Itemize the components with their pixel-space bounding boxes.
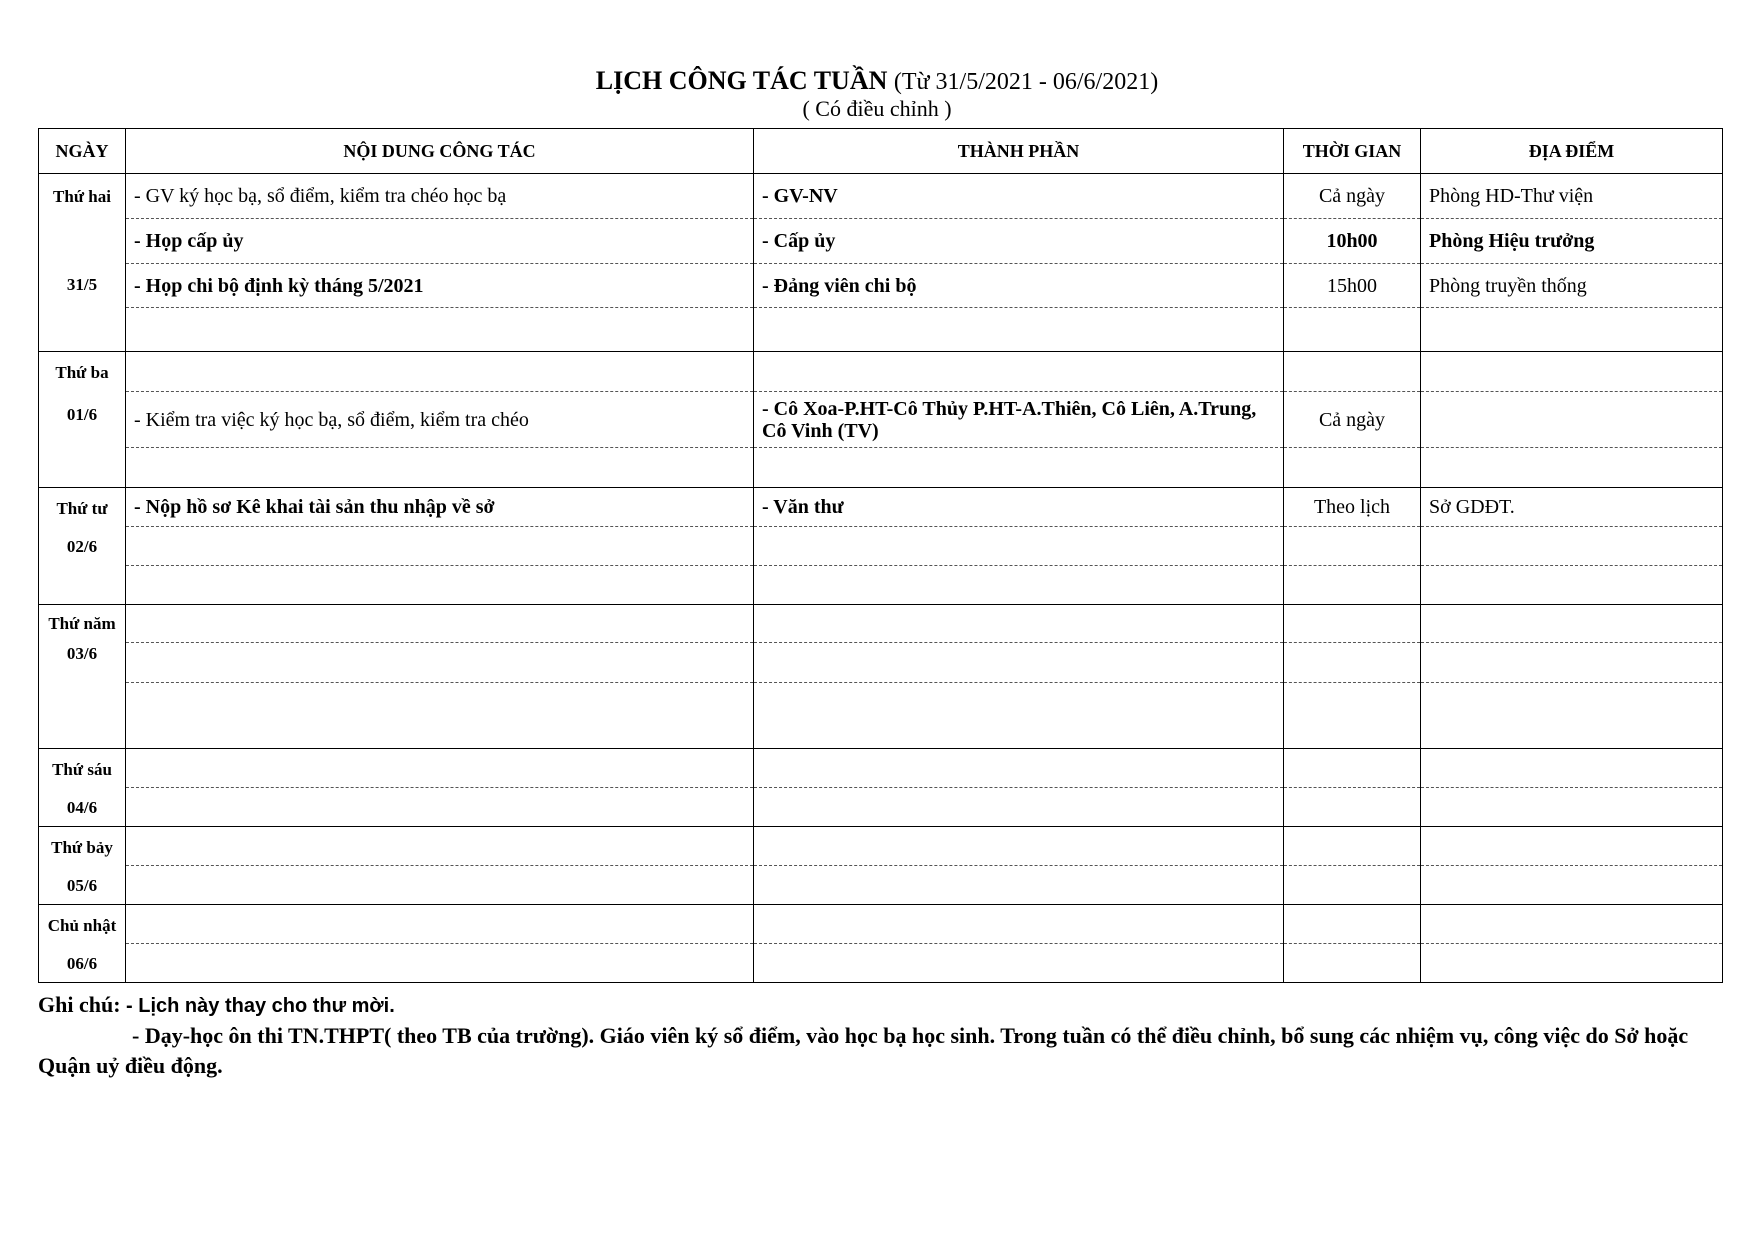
day-name: Thứ bảy — [51, 838, 113, 857]
time-cell: 10h00 — [1284, 219, 1421, 264]
members-cell — [754, 749, 1284, 788]
members-cell — [754, 308, 1284, 352]
content-cell: - Kiểm tra việc ký học bạ, sổ điểm, kiểm tra chéo — [126, 392, 754, 448]
time-cell — [1284, 566, 1421, 605]
content-cell — [126, 788, 754, 827]
time-cell — [1284, 683, 1421, 749]
time-cell: Cả ngày — [1284, 392, 1421, 448]
members-cell: - Văn thư — [754, 488, 1284, 527]
page-header — [0, 66, 1754, 121]
table-row — [39, 944, 1723, 983]
table-row — [39, 392, 1723, 448]
day-date: 02/6 — [66, 537, 98, 556]
place-cell — [1421, 788, 1723, 827]
day-name: Chủ nhật — [47, 916, 117, 935]
table-row — [39, 683, 1723, 749]
day-cell-tuesday — [39, 352, 126, 488]
table-row — [39, 174, 1723, 219]
time-cell — [1284, 788, 1421, 827]
content-cell: - GV ký học bạ, sổ điểm, kiểm tra chéo học bạ — [126, 174, 754, 219]
day-date: 03/6 — [66, 644, 98, 663]
time-cell — [1284, 308, 1421, 352]
column-header-place: ĐỊA ĐIỂM — [1421, 129, 1723, 174]
members-cell — [754, 827, 1284, 866]
day-name: Thứ tư — [56, 499, 108, 518]
time-cell — [1284, 866, 1421, 905]
content-cell — [126, 683, 754, 749]
time-cell — [1284, 352, 1421, 392]
content-cell — [126, 605, 754, 643]
content-cell — [126, 448, 754, 488]
members-cell — [754, 352, 1284, 392]
day-name: Thứ hai — [53, 187, 111, 206]
table-row — [39, 749, 1723, 788]
content-cell: - Họp cấp ủy — [126, 219, 754, 264]
day-cell-wednesday — [39, 488, 126, 605]
members-cell: - Cô Xoa-P.HT-Cô Thủy P.HT-A.Thiên, Cô Liên, A.Trung, Cô Vinh (TV) — [754, 392, 1284, 448]
content-cell — [126, 352, 754, 392]
time-cell — [1284, 448, 1421, 488]
place-cell — [1421, 866, 1723, 905]
time-cell — [1284, 905, 1421, 944]
place-cell — [1421, 905, 1723, 944]
table-row — [39, 827, 1723, 866]
time-cell — [1284, 827, 1421, 866]
place-cell: Phòng truyền thống — [1421, 264, 1723, 308]
place-cell: Phòng HD-Thư viện — [1421, 174, 1723, 219]
place-cell — [1421, 566, 1723, 605]
page-subtitle: ( Có điều chỉnh ) — [802, 96, 952, 121]
day-name: Thứ ba — [55, 363, 109, 382]
column-header-content: NỘI DUNG CÔNG TÁC — [126, 129, 754, 174]
page-title: LỊCH CÔNG TÁC TUẦN — [595, 66, 888, 95]
note-text-1: - Lịch này thay cho thư mời. — [126, 995, 395, 1017]
members-cell: - GV-NV — [754, 174, 1284, 219]
day-cell-thursday — [39, 605, 126, 749]
note-line-1: Ghi chú: - Lịch này thay cho thư mời. — [38, 992, 395, 1017]
members-cell — [754, 566, 1284, 605]
members-cell — [754, 527, 1284, 566]
content-cell — [126, 527, 754, 566]
day-cell-saturday — [39, 827, 126, 905]
place-cell — [1421, 308, 1723, 352]
day-cell-friday — [39, 749, 126, 827]
column-header-members: THÀNH PHẦN — [754, 129, 1284, 174]
table-row — [39, 788, 1723, 827]
content-cell: - Họp chi bộ định kỳ tháng 5/2021 — [126, 264, 754, 308]
day-date: 05/6 — [66, 876, 98, 895]
place-cell — [1421, 605, 1723, 643]
content-cell — [126, 944, 754, 983]
notes-label: Ghi chú — [38, 992, 114, 1017]
table-header-row — [39, 129, 1723, 174]
time-cell — [1284, 643, 1421, 683]
members-cell — [754, 866, 1284, 905]
place-cell — [1421, 683, 1723, 749]
day-date: 31/5 — [66, 275, 98, 294]
content-cell — [126, 643, 754, 683]
table-row — [39, 527, 1723, 566]
page-title-line — [0, 66, 1754, 97]
place-cell — [1421, 643, 1723, 683]
date-range: (Từ 31/5/2021 - 06/6/2021) — [893, 69, 1159, 95]
table-row — [39, 905, 1723, 944]
table-row — [39, 866, 1723, 905]
members-cell — [754, 905, 1284, 944]
notes-section — [38, 990, 1722, 1081]
schedule-table — [38, 128, 1723, 983]
members-cell — [754, 643, 1284, 683]
place-cell — [1421, 527, 1723, 566]
time-cell — [1284, 749, 1421, 788]
table-row — [39, 308, 1723, 352]
place-cell — [1421, 827, 1723, 866]
day-cell-monday — [39, 174, 126, 352]
content-cell — [126, 866, 754, 905]
members-cell — [754, 944, 1284, 983]
place-cell — [1421, 944, 1723, 983]
day-name: Thứ sáu — [52, 760, 112, 779]
content-cell — [126, 308, 754, 352]
members-cell — [754, 683, 1284, 749]
column-header-time: THỜI GIAN — [1284, 129, 1421, 174]
members-cell — [754, 788, 1284, 827]
table-row — [39, 643, 1723, 683]
column-header-day: NGÀY — [39, 129, 126, 174]
time-cell: 15h00 — [1284, 264, 1421, 308]
members-cell: - Đảng viên chi bộ — [754, 264, 1284, 308]
day-cell-sunday — [39, 905, 126, 983]
members-cell: - Cấp ủy — [754, 219, 1284, 264]
place-cell — [1421, 352, 1723, 392]
time-cell: Cả ngày — [1284, 174, 1421, 219]
table-row — [39, 352, 1723, 392]
time-cell — [1284, 605, 1421, 643]
table-row — [39, 448, 1723, 488]
place-cell: Phòng Hiệu trưởng — [1421, 219, 1723, 264]
day-name: Thứ năm — [48, 614, 116, 633]
content-cell — [126, 827, 754, 866]
table-row — [39, 264, 1723, 308]
content-cell — [126, 566, 754, 605]
time-cell: Theo lịch — [1284, 488, 1421, 527]
content-cell — [126, 749, 754, 788]
content-cell: - Nộp hồ sơ Kê khai tài sản thu nhập về sở — [126, 488, 754, 527]
table-row — [39, 605, 1723, 643]
place-cell — [1421, 392, 1723, 448]
members-cell — [754, 605, 1284, 643]
time-cell — [1284, 527, 1421, 566]
time-cell — [1284, 944, 1421, 983]
day-date: 04/6 — [66, 798, 98, 817]
place-cell: Sở GDĐT. — [1421, 488, 1723, 527]
note-text-2: - Dạy-học ôn thi TN.THPT( theo TB của trường). Giáo viên ký sổ điểm, vào học bạ học sinh. Trong tuần có thể điều chỉnh, bổ sung các nhiệm vụ, công việc do Sở hoặc Quận uỷ điều động. — [38, 1023, 1689, 1078]
content-cell — [126, 905, 754, 944]
table-row — [39, 488, 1723, 527]
day-date: 06/6 — [66, 954, 98, 973]
table-row — [39, 219, 1723, 264]
members-cell — [754, 448, 1284, 488]
day-date: 01/6 — [66, 405, 98, 424]
table-row — [39, 566, 1723, 605]
place-cell — [1421, 749, 1723, 788]
place-cell — [1421, 448, 1723, 488]
